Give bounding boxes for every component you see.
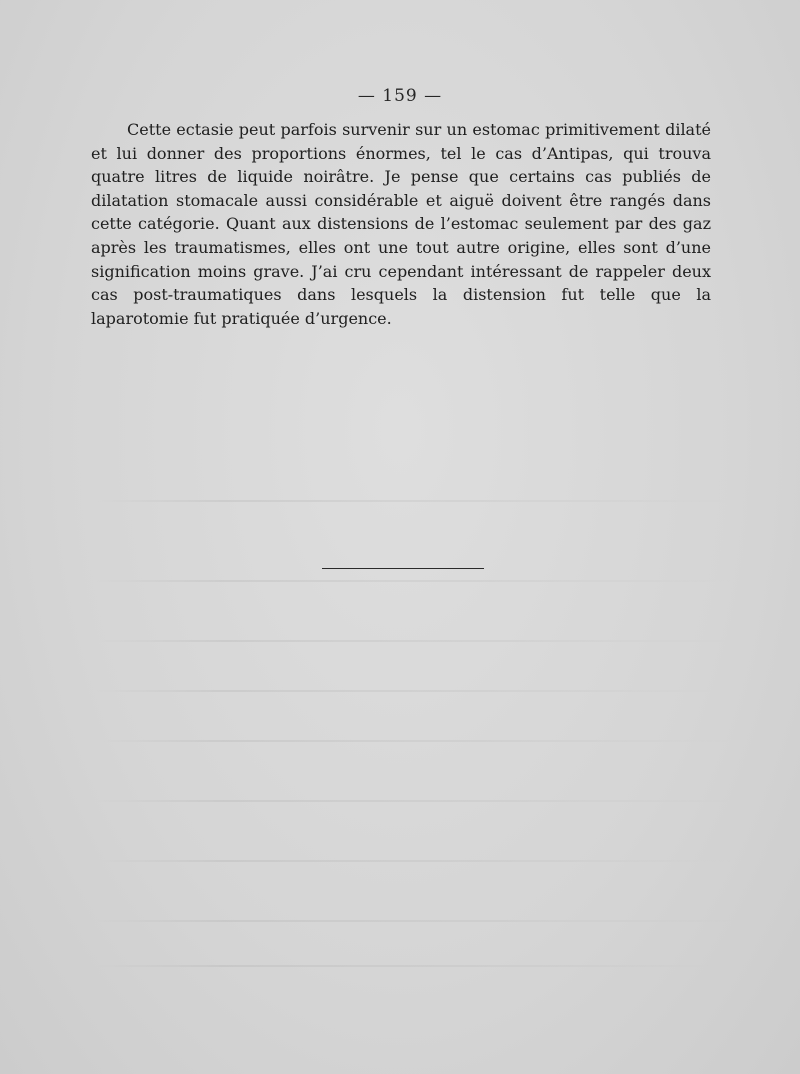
- show-through-line: [95, 920, 735, 922]
- show-through-line: [95, 740, 735, 742]
- show-through-line: [95, 690, 735, 692]
- show-through-line: [95, 500, 735, 502]
- show-through-line: [95, 800, 735, 802]
- show-through-line: [95, 965, 735, 967]
- show-through-line: [95, 580, 735, 582]
- show-through-line: [95, 860, 735, 862]
- body-paragraph: Cette ectasie peut parfois survenir sur un estomac primitivement dilaté et lui donner des proportions énormes, tel le cas d’Antipas, qui trouva quatre litres de liquide noirâtre. Je pense que certains cas publiés de dilatation stomacale aussi considérable et aiguë doivent être rangés dans cette catégorie. Quant aux distensions de l’estomac seulement par des gaz après les traumatismes, elles ont une tout autre origine, elles sont d’une signification moins grave. J’ai cru cependant intéressant de rappeler deux cas post-traumatiques dans lesquels la distension fut telle que la laparotomie fut pratiquée d’urgence.: [91, 120, 711, 328]
- show-through-line: [95, 640, 735, 642]
- page-number: — 159 —: [357, 86, 443, 106]
- separator-rule: [322, 568, 484, 569]
